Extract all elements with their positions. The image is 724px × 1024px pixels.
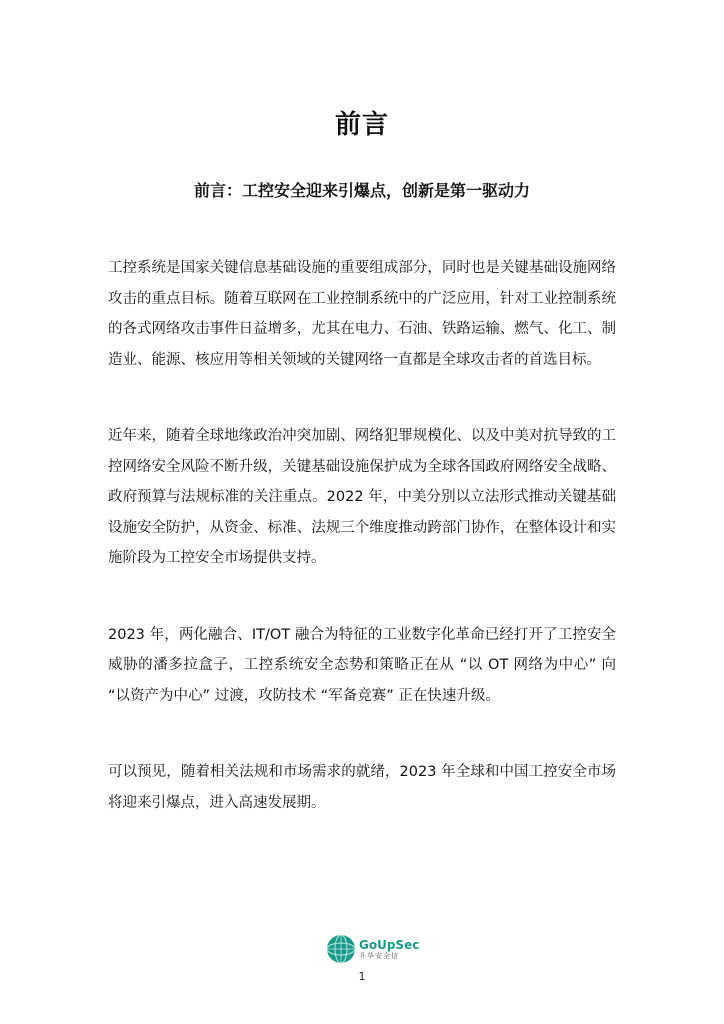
paragraph-3: 2023 年，两化融合、IT/OT 融合为特征的工业数字化革命已经打开了工控安全威胁的潘多拉盒子，工控系统安全态势和策略正在从 “以 OT 网络为中心” 向 “以资产为中心” 过渡，攻防技术 “军备竞赛” 正在快速升级。 <box>108 626 616 704</box>
paragraph-4: 可以预见，随着相关法规和市场需求的就绪，2023 年全球和中国工控安全市场将迎来引爆点，进入高速发展期。 <box>108 764 616 811</box>
page-title: 前言 <box>334 110 389 140</box>
globe-icon <box>326 934 356 964</box>
page-footer <box>0 934 724 994</box>
paragraph-2: 近年来，随着全球地缘政治冲突加剧、网络犯罪规模化、以及中美对抗导致的工控网络安全风险不断升级，关键基础设施保护成为全球各国政府网络安全战略、政府预算与法规标准的关注重点。2022 年，中美分别以立法形式推动关键基础设施安全防护，从资金、标准、法规三个维度推动跨部门协作，在整体设计和实施阶段为工控安全市场提供支持。 <box>108 428 616 566</box>
page-number: 1 <box>358 970 366 983</box>
logo-subtitle: 升华安全信 <box>359 951 399 960</box>
body-content <box>108 253 616 864</box>
logo-name: GoUpSec <box>359 937 420 952</box>
page-subtitle: 前言：工控安全迎来引爆点，创新是第一驱动力 <box>193 181 530 200</box>
brand-logo <box>326 934 419 964</box>
paragraph-1: 工控系统是国家关键信息基础设施的重要组成部分，同时也是关键基础设施网络攻击的重点目标。随着互联网在工业控制系统中的广泛应用，针对工业控制系统的各式网络攻击事件日益增多，尤其在电力、石油、铁路运输、燃气、化工、制造业、能源、核应用等相关领域的关键网络一直都是全球攻击者的首选目标。 <box>108 260 616 368</box>
